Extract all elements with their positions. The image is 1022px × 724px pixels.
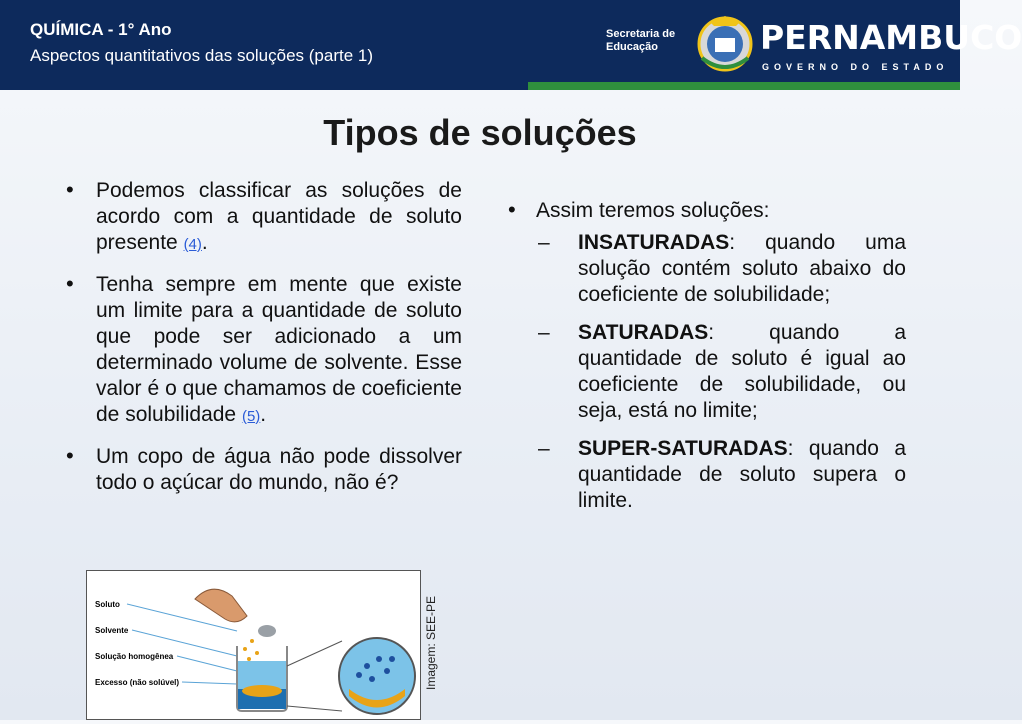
left-column	[62, 178, 462, 510]
bullet-text: Podemos classificar as soluções de acordo com a quantidade de soluto presente	[96, 179, 462, 254]
illustration-svg	[87, 571, 420, 719]
spoon-icon	[258, 625, 276, 637]
term-text: : quando a quantidade de soluto supera o limite.	[578, 437, 906, 512]
bullet-limit	[62, 272, 462, 430]
brand-name: PERNAMBUCO	[760, 18, 1022, 57]
right-column	[504, 198, 906, 526]
secretaria-line1: Secretaria de	[606, 28, 676, 40]
header-bar	[0, 0, 1022, 82]
pernambuco-crest-icon	[696, 14, 754, 76]
hand-icon	[195, 589, 247, 622]
lesson-subtitle: Aspectos quantitativos das soluções (parte 1)	[30, 46, 374, 65]
bullet-intro	[504, 198, 906, 224]
course-label: QUÍMICA - 1° Ano	[30, 20, 172, 39]
bullet-text: Assim teremos soluções:	[536, 199, 770, 222]
term-label: INSATURADAS	[578, 231, 730, 254]
label-solvente: Solvente	[95, 626, 129, 635]
item-super-saturadas: – SUPER-SATURADAS: quando a quantidade de soluto supera o limite.	[538, 437, 906, 512]
slide-title: Tipos de soluções	[323, 112, 637, 153]
label-excesso: Excesso (não solúvel)	[95, 678, 180, 687]
bullet-end: .	[201, 231, 208, 254]
term-label: SATURADAS	[578, 321, 709, 344]
bullet-classification	[62, 178, 462, 258]
bullet-sugar	[62, 444, 462, 496]
header-stripe	[0, 82, 960, 90]
label-solucao: Solução homogênea	[95, 652, 174, 661]
solution-illustration	[86, 570, 421, 720]
bullet-text: Tenha sempre em mente que existe um limite para a quantidade de soluto que pode ser adicionado a um determinado volume de solvente. Esse valor é o que chamamos de coeficiente de solubilidade	[96, 273, 462, 426]
reference-link-5[interactable]: (5)	[241, 408, 261, 425]
secretaria-line2: Educação	[606, 41, 658, 53]
bullet-end: .	[260, 403, 267, 426]
secretaria-label	[606, 28, 675, 54]
brand-subtitle: GOVERNO DO ESTADO	[762, 62, 949, 72]
image-credit: Imagem: SEE-PE	[424, 595, 438, 690]
label-soluto: Soluto	[95, 600, 120, 609]
term-label: SUPER-SATURADAS	[578, 437, 788, 460]
term-text: : quando uma solução contém soluto abaixo do coeficiente de solubilidade;	[578, 231, 906, 306]
item-saturadas: – SATURADAS: quando a quantidade de soluto é igual ao coeficiente de solubilidade, ou seja, está no limite;	[538, 321, 906, 422]
reference-link-4[interactable]: (4)	[183, 236, 202, 253]
bullet-text: Um copo de água não pode dissolver todo o açúcar do mundo, não é?	[96, 445, 462, 494]
item-insaturadas: – INSATURADAS: quando uma solução contém soluto abaixo do coeficiente de solubilidade;	[538, 231, 906, 306]
term-text: : quando a quantidade de soluto é igual ao coeficiente de solubilidade, ou seja, está no limite;	[578, 321, 906, 422]
